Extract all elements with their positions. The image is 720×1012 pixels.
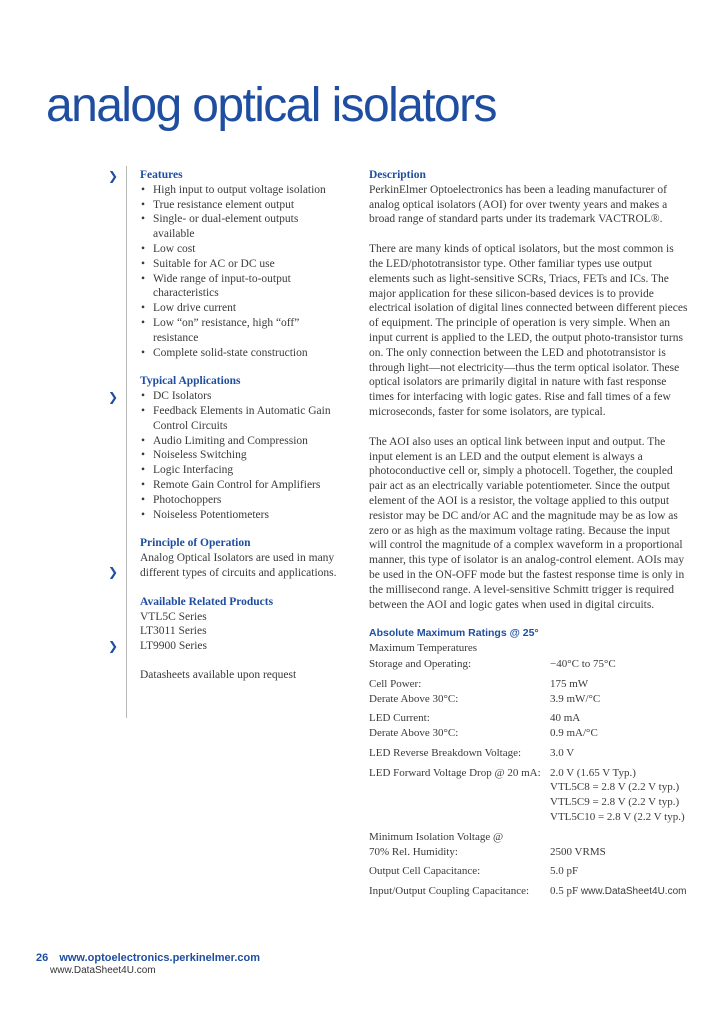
table-row: [369, 780, 689, 795]
features-heading: Features: [140, 169, 183, 181]
table-row: [369, 677, 689, 692]
rating-label: [369, 780, 550, 795]
rating-value: 175 mW: [550, 677, 589, 690]
table-row: [369, 766, 689, 781]
applications-section: [140, 374, 340, 522]
list-item: • Noiseless Switching: [140, 448, 340, 463]
page-number: 26: [36, 952, 49, 964]
rating-value: VTL5C8 = 2.8 V (2.2 V typ.): [550, 781, 680, 794]
ratings-section: [369, 626, 689, 900]
list-item: • High input to output voltage isolation: [140, 183, 340, 198]
ratings-subtitle: Maximum Temperatures: [369, 642, 478, 655]
related-products-section: [140, 595, 340, 683]
description-section: [369, 168, 689, 612]
rating-label: Cell Power:: [369, 677, 422, 690]
applications-list: [140, 389, 340, 522]
rating-value: 3.0 V: [550, 746, 575, 759]
page-title: analog optical isolators: [46, 79, 496, 132]
footer-url-link[interactable]: www.optoelectronics.perkinelmer.com: [59, 952, 261, 964]
table-row: [369, 657, 689, 672]
features-list: [140, 183, 340, 361]
chevron-right-icon: ❯: [108, 639, 119, 653]
description-paragraph: There are many kinds of optical isolators, but the most common is the LED/phototransistor type. Other familiar types use output elements such as light-sensitive SCRs, Triacs, FETs and ICs. The major application for these silicon-based devices is to provide electrical isolation of digital lines connected between different pieces of equipment. The principle of operation is very simple. When an input current is applied to the LED, the output photo-transistor turns on. The only connection between the LED and phototransistor is through light—not electricity—thus the term optical isolator. These optical isolators are primarily digital in nature with fast response times for interfacing with logic gates. Rise and fall times of a few microseconds, faster for some isolators, are typical.: [369, 243, 688, 418]
description-paragraph: The AOI also uses an optical link between input and output. The input element is an LED and the output element is always a photoconductive cell or, simply a photocell. Together, the coupled pair act as an electrically variable potentiometer. Since the output element of the AOI is a resistor, the voltage applied to this output resistor may be DC and/or AC and the magnitude may be as low as zero or as high as the maximum voltage rating. Because the input will control the magnitude of a complex waveform in a proportional manner, this type of isolator is an analog-control element. AOIs may be used in the ON-OFF mode but the fastest response time is only in the millisecond range. A level-sensitive Schmitt trigger is required between the AOI and logic gates when used in digital circuits.: [369, 435, 685, 611]
chevron-right-icon: ❯: [108, 390, 119, 404]
rating-value: 2.0 V (1.65 V Typ.): [550, 766, 636, 779]
rating-label: 70% Rel. Humidity:: [369, 845, 458, 858]
rating-value: 0.9 mA/°C: [550, 727, 598, 740]
list-item: • Wide range of input-to-output characteristics: [140, 272, 340, 302]
watermark-text: www.DataSheet4U.com: [580, 886, 687, 898]
left-column: [140, 168, 340, 683]
list-item: • True resistance element output: [140, 198, 340, 213]
datasheets-note: Datasheets available upon request: [140, 668, 297, 681]
rating-value: VTL5C10 = 2.8 V (2.2 V typ.): [550, 811, 685, 824]
right-column: [369, 168, 689, 900]
rating-value: [550, 830, 689, 845]
principle-section: [140, 536, 340, 580]
rating-label: Derate Above 30°C:: [369, 727, 459, 740]
rating-value: VTL5C9 = 2.8 V (2.2 V typ.): [550, 796, 680, 809]
table-row: [369, 845, 689, 860]
related-products-heading: Available Related Products: [140, 595, 274, 608]
description-paragraph: PerkinElmer Optoelectronics has been a leading manufacturer of analog optical isolators (AOI) for over twenty years and makes a broad range of standard parts under its trademark VACTROL®.: [369, 183, 668, 226]
column-divider: [126, 166, 127, 718]
list-item: • Complete solid-state construction: [140, 346, 340, 361]
list-item: • DC Isolators: [140, 389, 340, 404]
list-item: • Feedback Elements in Automatic Gain Control Circuits: [140, 404, 340, 434]
ratings-heading: Absolute Maximum Ratings @ 25°: [369, 627, 539, 640]
list-item: • Low cost: [140, 242, 340, 257]
rating-label: Storage and Operating:: [369, 657, 472, 670]
chevron-right-icon: ❯: [108, 169, 119, 183]
rating-value: 5.0 pF: [550, 865, 579, 878]
related-products-list: [140, 610, 340, 654]
applications-heading: Typical Applications: [140, 375, 241, 388]
rating-value: [550, 884, 689, 900]
principle-heading: Principle of Operation: [140, 537, 251, 550]
list-item: • Single- or dual-element outputs available: [140, 212, 340, 242]
list-item: • Audio Limiting and Compression: [140, 434, 340, 449]
description-heading: Description: [369, 169, 426, 181]
table-row: [369, 830, 689, 845]
page-footer: [36, 952, 260, 964]
list-item: • Low “on” resistance, high “off” resistance: [140, 316, 340, 346]
rating-value: 40 mA: [550, 712, 581, 725]
features-section: [140, 168, 340, 360]
rating-value: 2500 VRMS: [550, 845, 606, 858]
chevron-right-icon: ❯: [108, 565, 119, 579]
rating-label: [369, 810, 550, 825]
table-row: [369, 884, 689, 900]
list-item: VTL5C Series: [140, 610, 207, 623]
rating-label: Output Cell Capacitance:: [369, 865, 481, 878]
table-row: [369, 795, 689, 810]
table-row: [369, 864, 689, 879]
rating-value: 3.9 mW/°C: [550, 692, 601, 705]
table-row: [369, 692, 689, 707]
rating-label: [369, 795, 550, 810]
ratings-table: [369, 657, 689, 900]
rating-label: LED Current:: [369, 712, 430, 725]
table-row: [369, 746, 689, 761]
rating-label: LED Reverse Breakdown Voltage:: [369, 746, 522, 759]
list-item: • Noiseless Potentiometers: [140, 508, 340, 523]
rating-value-text: 0.5 pF: [550, 885, 579, 898]
table-row: [369, 726, 689, 741]
list-item: • Suitable for AC or DC use: [140, 257, 340, 272]
table-row: [369, 711, 689, 726]
footer-watermark: www.DataSheet4U.com: [50, 965, 156, 976]
list-item: • Remote Gain Control for Amplifiers: [140, 478, 340, 493]
list-item: • Logic Interfacing: [140, 463, 340, 478]
principle-text: Analog Optical Isolators are used in many different types of circuits and applications.: [140, 552, 337, 579]
rating-value: −40°C to 75°C: [550, 657, 616, 670]
list-item: LT3011 Series: [140, 625, 207, 638]
list-item: LT9900 Series: [140, 640, 207, 653]
table-row: [369, 810, 689, 825]
list-item: • Photochoppers: [140, 493, 340, 508]
list-item: • Low drive current: [140, 301, 340, 316]
rating-label: Derate Above 30°C:: [369, 692, 459, 705]
rating-label: LED Forward Voltage Drop @ 20 mA:: [369, 766, 541, 779]
rating-label: Input/Output Coupling Capacitance:: [369, 885, 530, 898]
rating-label: Minimum Isolation Voltage @: [369, 830, 504, 843]
